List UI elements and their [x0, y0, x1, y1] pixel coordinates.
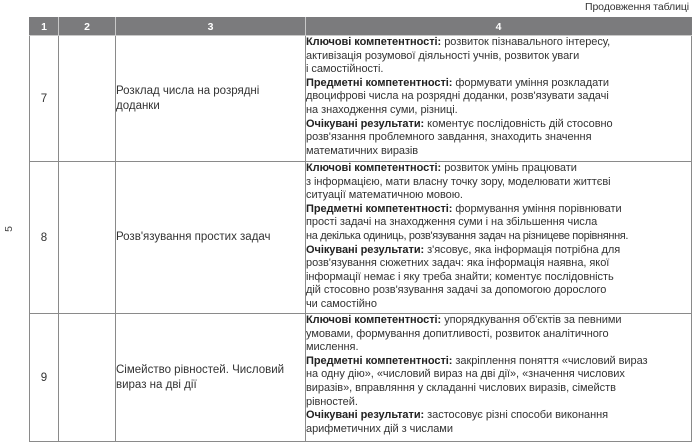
desc-line	[306, 118, 691, 132]
key-competencies-label: Ключові компетентності:	[306, 162, 442, 174]
desc-line: і самостійності.	[306, 63, 384, 76]
column-header-3: 3	[116, 18, 306, 36]
lesson-date-cell	[59, 36, 116, 162]
column-header-2: 2	[59, 18, 116, 36]
desc-line: рівностей.	[306, 395, 358, 408]
desc-line: чи самостійно	[306, 297, 377, 310]
desc-line: ситуації математичною мовою.	[306, 189, 463, 202]
desc-text: закріплення поняття «числовий вираз	[452, 354, 648, 367]
column-header-4: 4	[306, 18, 692, 36]
desc-line: на одну дію», «числовий вираз на дві дії», «значення числових	[306, 368, 625, 381]
subject-competencies-label: Предметні компетентності:	[306, 76, 453, 89]
subject-competencies-label: Предметні компетентності:	[306, 202, 453, 215]
desc-line	[306, 162, 691, 176]
table-row	[30, 36, 692, 162]
lesson-number: 7	[30, 36, 59, 162]
desc-line: математичних виразів	[306, 144, 419, 157]
desc-text: коментує послідовність дій стосовно	[424, 117, 613, 130]
lesson-topic: Розв'язування простих задач	[116, 162, 306, 314]
desc-line	[306, 77, 691, 91]
lesson-number: 9	[30, 314, 59, 442]
lesson-competencies	[306, 314, 692, 442]
desc-text: формування уміння порівнювати	[452, 202, 622, 215]
table-row	[30, 314, 692, 442]
lesson-date-cell	[59, 314, 116, 442]
desc-text: застосовує різні способи виконання	[424, 409, 609, 422]
desc-text: розвиток умінь працювати	[441, 162, 577, 174]
desc-line	[306, 314, 691, 328]
key-competencies-label: Ключові компетентності:	[306, 314, 442, 326]
desc-line: виразів», вправляння у складанні числових виразів, сімейств	[306, 381, 616, 394]
desc-line: умовами, формування допитливості, розвиток аналітичного	[306, 327, 609, 340]
desc-text: формувати уміння розкладати	[452, 76, 610, 89]
lesson-competencies	[306, 162, 692, 314]
lesson-plan-table	[29, 17, 692, 442]
desc-line: двоцифрові числа на розрядні доданки, розв'язувати задачі	[306, 90, 609, 103]
expected-results-label: Очікувані результати:	[306, 117, 425, 130]
desc-text: розвиток пізнавального інтересу,	[441, 36, 611, 48]
desc-line	[306, 244, 691, 258]
table-header-row	[30, 18, 692, 36]
key-competencies-label: Ключові компетентності:	[306, 36, 442, 48]
lesson-competencies	[306, 36, 692, 162]
desc-line	[306, 203, 691, 217]
expected-results-label: Очікувані результати:	[306, 409, 425, 422]
page-number: 5	[3, 226, 15, 232]
subject-competencies-label: Предметні компетентності:	[306, 354, 453, 367]
desc-line	[306, 355, 691, 369]
desc-line: розв'язування сюжетних задач: яка інформація наявна, якої	[306, 257, 610, 270]
desc-line: активізація розумової діяльності учнів, розвиток уваги	[306, 49, 580, 62]
desc-line: мислення.	[306, 341, 359, 354]
table-row	[30, 162, 692, 314]
desc-line	[306, 36, 691, 50]
desc-line: з інформацією, мати власну точку зору, моделювати життєві	[306, 175, 611, 188]
desc-line: дій стосовно розв'язування задачі за допомогою дорослого	[306, 284, 607, 297]
expected-results-label: Очікувані результати:	[306, 243, 425, 256]
lesson-number: 8	[30, 162, 59, 314]
desc-line: на знаходження суми, різниці.	[306, 103, 458, 116]
desc-line: інформації немає і яку треба знайти; коментує послідовність	[306, 270, 614, 283]
desc-line: розв'язання проблемного завдання, знаходить значення	[306, 131, 592, 144]
desc-line: на декілька одиниць, розв'язування задач на різницеве порівняння.	[306, 229, 629, 242]
lesson-topic: Сімейство рівностей. Числовий вираз на дві дії	[116, 314, 306, 442]
column-header-1: 1	[30, 18, 59, 36]
desc-line: прості задачі на знаходження суми і на збільшення числа	[306, 216, 598, 229]
table-continuation-caption: Продовження таблиці	[585, 1, 689, 13]
lesson-topic: Розклад числа на розрядні доданки	[116, 36, 306, 162]
desc-line: арифметичних дій з числами	[306, 422, 453, 435]
desc-line	[306, 409, 691, 423]
desc-text: упорядкування об'єктів за певними	[441, 314, 622, 326]
desc-text: з'ясовує, яка інформація потрібна для	[424, 243, 621, 256]
lesson-date-cell	[59, 162, 116, 314]
